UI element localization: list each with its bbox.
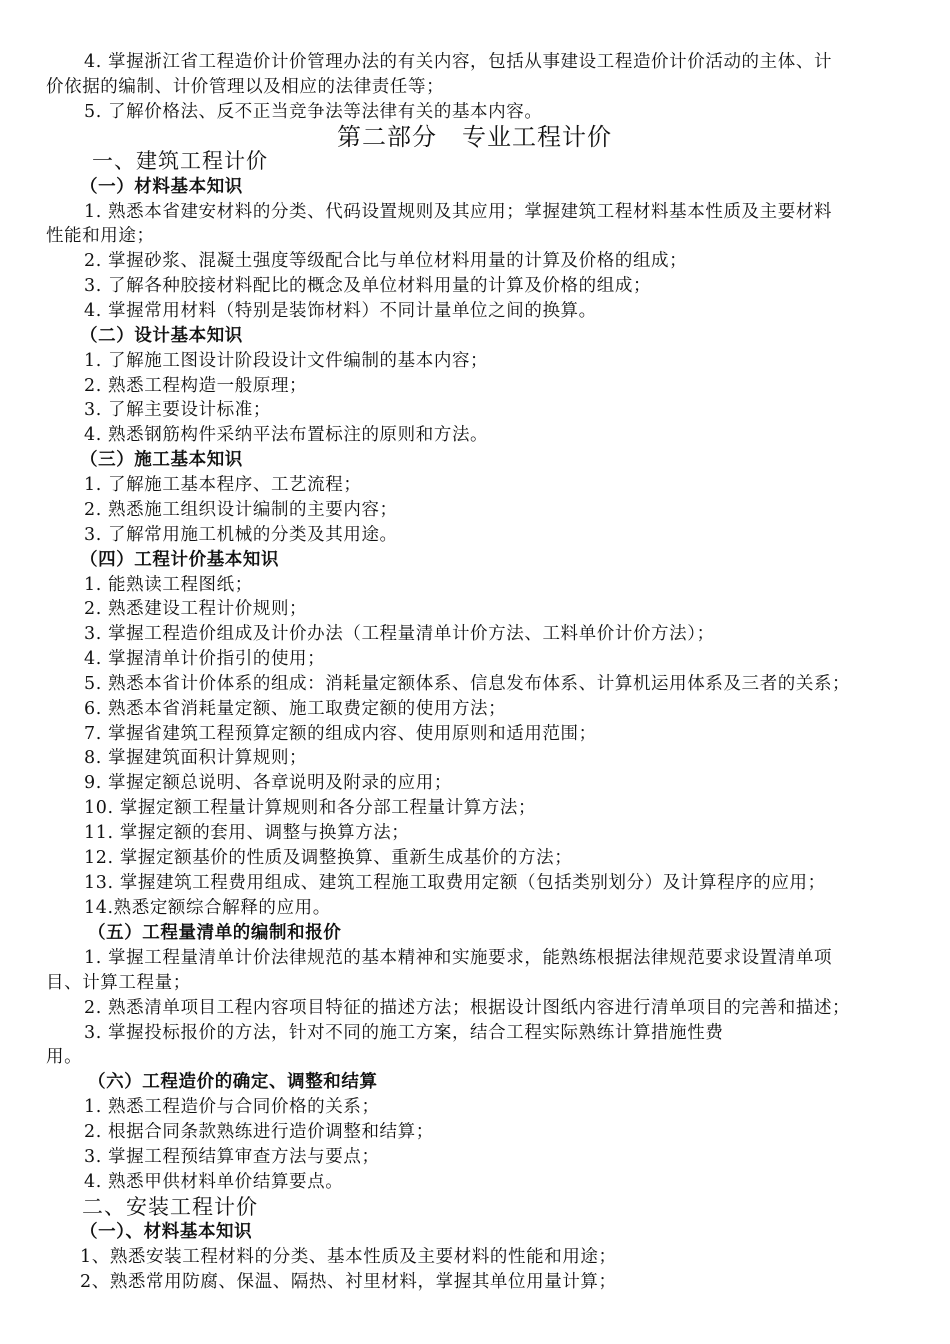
text-line: 1. 熟悉本省建安材料的分类、代码设置规则及其应用；掌握建筑工程材料基本性质及主要材料 xyxy=(84,202,833,222)
text-line: 2. 熟悉建设工程计价规则； xyxy=(84,599,308,619)
text-line: 6. 熟悉本省消耗量定额、施工取费定额的使用方法； xyxy=(84,699,507,719)
text-line: 1. 了解施工基本程序、工艺流程； xyxy=(84,475,362,495)
subsection-heading: （五）工程量清单的编制和报价 xyxy=(88,923,342,943)
text-line: 2. 掌握砂浆、混凝土强度等级配合比与单位材料用量的计算及价格的组成； xyxy=(84,251,688,271)
text-line: 3. 了解主要设计标准； xyxy=(84,400,271,420)
text-line: 3. 掌握工程预结算审查方法与要点； xyxy=(84,1147,380,1167)
text-line: 7. 掌握省建筑工程预算定额的组成内容、使用原则和适用范围； xyxy=(84,724,597,744)
text-line: 2. 熟悉清单项目工程内容项目特征的描述方法；根据设计图纸内容进行清单项目的完善和描述； xyxy=(84,998,851,1018)
text-line: 14.熟悉定额综合解释的应用。 xyxy=(84,898,331,918)
section-heading: 一、建筑工程计价 xyxy=(92,149,268,173)
text-line: 2. 熟悉工程构造一般原理； xyxy=(84,376,308,396)
part-title: 第二部分 专业工程计价 xyxy=(337,123,612,151)
text-line: 2. 熟悉施工组织设计编制的主要内容； xyxy=(84,500,398,520)
text-line: 5. 了解价格法、反不正当竞争法等法律有关的基本内容。 xyxy=(84,102,543,122)
subsection-heading: （四）工程计价基本知识 xyxy=(80,550,280,570)
text-line: 价依据的编制、计价管理以及相应的法律责任等； xyxy=(46,77,445,97)
text-line: 1. 能熟读工程图纸； xyxy=(84,575,253,595)
text-line: 10. 掌握定额工程量计算规则和各分部工程量计算方法； xyxy=(84,798,537,818)
text-line: 9. 掌握定额总说明、各章说明及附录的应用； xyxy=(84,773,452,793)
text-line: 4. 掌握常用材料（特别是装饰材料）不同计量单位之间的换算。 xyxy=(84,301,597,321)
text-line: 4. 掌握浙江省工程造价计价管理办法的有关内容，包括从事建设工程造价计价活动的主体、计 xyxy=(84,52,833,72)
text-line: 1. 熟悉工程造价与合同价格的关系； xyxy=(84,1097,380,1117)
text-line: 3. 了解常用施工机械的分类及其用途。 xyxy=(84,525,398,545)
text-line: 4. 熟悉钢筋构件采纳平法布置标注的原则和方法。 xyxy=(84,425,489,445)
text-line: 3. 了解各种胶接材料配比的概念及单位材料用量的计算及价格的组成； xyxy=(84,276,652,296)
subsection-heading: （二）设计基本知识 xyxy=(80,326,243,346)
text-line: 4. 熟悉甲供材料单价结算要点。 xyxy=(84,1172,344,1192)
text-line: 11. 掌握定额的套用、调整与换算方法； xyxy=(84,823,410,843)
text-line: 12. 掌握定额基价的性质及调整换算、重新生成基价的方法； xyxy=(84,848,573,868)
text-line: 3. 掌握投标报价的方法，针对不同的施工方案，结合工程实际熟练计算措施性费 xyxy=(84,1023,724,1043)
subsection-heading: （六）工程造价的确定、调整和结算 xyxy=(88,1072,378,1092)
text-line: 13. 掌握建筑工程费用组成、建筑工程施工取费用定额（包括类别划分）及计算程序的应用； xyxy=(84,873,826,893)
text-line: 2、熟悉常用防腐、保温、隔热、衬里材料，掌握其单位用量计算； xyxy=(80,1272,617,1292)
section-heading: 二、安装工程计价 xyxy=(82,1195,258,1219)
text-line: 1. 了解施工图设计阶段设计文件编制的基本内容； xyxy=(84,351,489,371)
text-line: 3. 掌握工程造价组成及计价办法（工程量清单计价方法、工料单价计价方法）； xyxy=(84,624,715,644)
text-line: 4. 掌握清单计价指引的使用； xyxy=(84,649,326,669)
text-line: 1、熟悉安装工程材料的分类、基本性质及主要材料的性能和用途； xyxy=(80,1247,617,1267)
subsection-heading: （一）材料基本知识 xyxy=(80,177,243,197)
text-line: 性能和用途； xyxy=(46,226,155,246)
text-line: 5. 熟悉本省计价体系的组成：消耗量定额体系、信息发布体系、计算机运用体系及三者的关系； xyxy=(84,674,851,694)
text-line: 2. 根据合同条款熟练进行造价调整和结算； xyxy=(84,1122,434,1142)
text-line: 用。 xyxy=(46,1047,83,1067)
subsection-heading: （一）、材料基本知识 xyxy=(80,1222,253,1242)
text-line: 目、计算工程量； xyxy=(46,973,191,993)
subsection-heading: （三）施工基本知识 xyxy=(80,450,243,470)
text-line: 8. 掌握建筑面积计算规则； xyxy=(84,748,308,768)
text-line: 1. 掌握工程量清单计价法律规范的基本精神和实施要求，能熟练根据法律规范要求设置清单项 xyxy=(84,948,833,968)
